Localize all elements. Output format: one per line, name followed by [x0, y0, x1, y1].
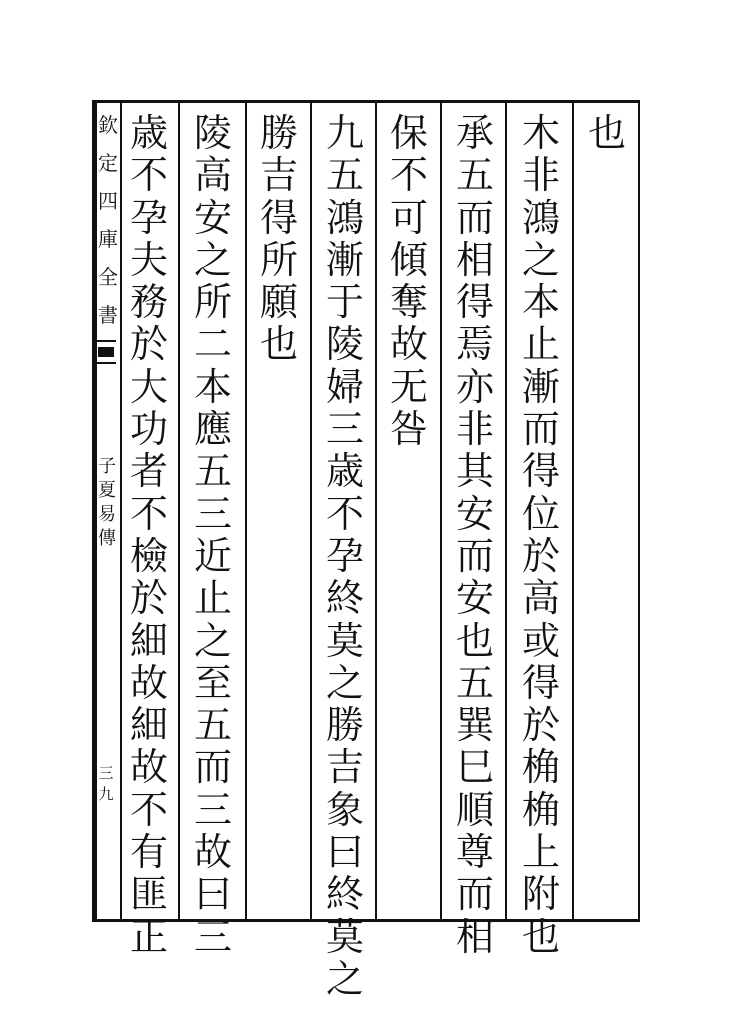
margin-page-number: 三九 — [98, 764, 114, 803]
glyph: 三 — [193, 491, 232, 536]
glyph: 鴻 — [521, 195, 560, 240]
glyph: 而 — [521, 407, 560, 452]
glyph: 夏 — [98, 480, 116, 501]
glyph: 奪 — [389, 280, 428, 325]
glyph: 終 — [325, 872, 364, 917]
glyph: 庫 — [98, 227, 118, 251]
glyph: 近 — [193, 533, 232, 578]
text-column-5 — [316, 111, 374, 1001]
glyph: 焉 — [455, 322, 494, 367]
glyph: 歳 — [325, 449, 364, 494]
glyph: 高 — [521, 576, 560, 621]
glyph: 陵 — [193, 111, 232, 155]
glyph: 非 — [455, 407, 494, 452]
glyph: 四 — [98, 189, 118, 213]
glyph: 巳 — [455, 745, 494, 790]
glyph: 功 — [129, 407, 168, 452]
glyph: 願 — [259, 280, 298, 325]
column-rule — [245, 100, 247, 922]
glyph: 漸 — [521, 364, 560, 409]
glyph: 可 — [389, 195, 428, 240]
glyph: 夫 — [129, 237, 168, 282]
glyph: 得 — [521, 449, 560, 494]
glyph: 書 — [98, 303, 118, 327]
glyph: 桷 — [521, 787, 560, 832]
glyph: 而 — [193, 745, 232, 790]
glyph: 本 — [193, 364, 232, 409]
glyph: 无 — [389, 364, 428, 409]
glyph: 傾 — [389, 237, 428, 282]
glyph: 曰 — [325, 830, 364, 875]
glyph: 於 — [129, 322, 168, 367]
glyph: 咎 — [389, 407, 428, 452]
glyph: 也 — [521, 914, 560, 959]
glyph: 保 — [389, 111, 428, 155]
glyph: 於 — [129, 576, 168, 621]
glyph: 上 — [521, 830, 560, 875]
glyph: 曰 — [193, 872, 232, 917]
text-column-8 — [120, 111, 178, 959]
glyph: 得 — [259, 195, 298, 240]
glyph: 木 — [521, 111, 560, 155]
glyph: 孕 — [129, 195, 168, 240]
margin-collection-title — [96, 106, 120, 334]
glyph: 亦 — [455, 364, 494, 409]
glyph: 歳 — [129, 111, 168, 155]
glyph: 安 — [193, 195, 232, 240]
glyph: 承 — [455, 111, 494, 155]
glyph: 五 — [325, 153, 364, 198]
glyph: 尊 — [455, 830, 494, 875]
text-column-3 — [446, 111, 504, 959]
glyph: 細 — [129, 618, 168, 663]
glyph: 之 — [325, 660, 364, 705]
glyph: 務 — [129, 280, 168, 325]
glyph: 而 — [455, 195, 494, 240]
glyph: 故 — [389, 322, 428, 367]
glyph: 大 — [129, 364, 168, 409]
glyph: 或 — [521, 618, 560, 663]
glyph: 匪 — [129, 872, 168, 917]
glyph: 子 — [98, 456, 116, 477]
glyph: 五 — [455, 660, 494, 705]
glyph: 止 — [521, 322, 560, 367]
text-column-1 — [578, 112, 636, 912]
glyph: 吉 — [325, 745, 364, 790]
glyph: 象 — [325, 787, 364, 832]
glyph: 五 — [455, 153, 494, 198]
margin-book-title — [96, 455, 118, 551]
glyph: 位 — [521, 491, 560, 536]
glyph: 本 — [521, 280, 560, 325]
glyph: 之 — [521, 237, 560, 282]
glyph: 巽 — [455, 703, 494, 748]
glyph: 高 — [193, 153, 232, 198]
glyph: 有 — [129, 830, 168, 875]
glyph: 而 — [455, 872, 494, 917]
glyph: 而 — [455, 533, 494, 578]
column-rule — [310, 100, 312, 922]
column-rule — [572, 100, 574, 922]
glyph: 漸 — [325, 237, 364, 282]
glyph: 不 — [325, 491, 364, 536]
glyph: 不 — [129, 787, 168, 832]
glyph: 全 — [98, 265, 118, 289]
glyph: 三 — [193, 787, 232, 832]
glyph: 於 — [521, 703, 560, 748]
glyph: 安 — [455, 576, 494, 621]
glyph: 定 — [98, 151, 118, 175]
glyph: 莫 — [325, 618, 364, 663]
text-column-6 — [250, 112, 308, 912]
glyph: 不 — [389, 153, 428, 198]
glyph: 故 — [129, 660, 168, 705]
glyph: 也 — [455, 618, 494, 663]
glyph: 五 — [193, 449, 232, 494]
glyph: 三 — [193, 914, 232, 959]
column-rule — [178, 100, 180, 922]
glyph: 相 — [455, 914, 494, 959]
text-column-2 — [512, 111, 570, 959]
glyph: 得 — [521, 660, 560, 705]
glyph: 不 — [129, 491, 168, 536]
glyph: 也 — [259, 322, 298, 367]
glyph: 勝 — [325, 703, 364, 748]
glyph: 止 — [193, 576, 232, 621]
glyph: 檢 — [129, 533, 168, 578]
glyph: 其 — [455, 449, 494, 494]
glyph: 之 — [193, 237, 232, 282]
glyph: 桷 — [521, 745, 560, 790]
text-column-7 — [184, 111, 242, 959]
glyph: 九 — [325, 111, 364, 155]
glyph: 勝 — [259, 111, 298, 155]
glyph: 五 — [193, 703, 232, 748]
glyph: 所 — [259, 237, 298, 282]
glyph: 傳 — [98, 528, 116, 549]
glyph: 之 — [193, 618, 232, 663]
glyph: 故 — [129, 745, 168, 790]
column-rule — [505, 100, 507, 922]
glyph: 終 — [325, 576, 364, 621]
text-column-4 — [380, 112, 438, 912]
glyph: 欽 — [98, 113, 118, 137]
glyph: 至 — [193, 660, 232, 705]
glyph: 三 — [325, 407, 364, 452]
glyph: 安 — [455, 491, 494, 536]
fish-tail-mark-icon — [96, 340, 116, 364]
glyph: 應 — [193, 407, 232, 452]
glyph: 易 — [98, 504, 116, 525]
glyph: 不 — [129, 153, 168, 198]
glyph: 于 — [325, 280, 364, 325]
glyph: 之 — [325, 956, 364, 1001]
column-rule — [375, 100, 377, 922]
glyph: 故 — [193, 830, 232, 875]
glyph: 得 — [455, 280, 494, 325]
glyph: 附 — [521, 872, 560, 917]
glyph: 所 — [193, 280, 232, 325]
glyph: 順 — [455, 787, 494, 832]
glyph: 於 — [521, 533, 560, 578]
glyph: 細 — [129, 703, 168, 748]
glyph: 莫 — [325, 914, 364, 959]
column-rule — [440, 100, 442, 922]
glyph: 非 — [521, 153, 560, 198]
glyph: 二 — [193, 322, 232, 367]
glyph: 吉 — [259, 153, 298, 198]
glyph: 相 — [455, 237, 494, 282]
glyph: 孕 — [325, 533, 364, 578]
glyph: 陵 — [325, 322, 364, 367]
glyph: 者 — [129, 449, 168, 494]
glyph: 正 — [129, 914, 168, 959]
glyph: 婦 — [325, 364, 364, 409]
glyph: 也 — [587, 111, 626, 155]
glyph: 鴻 — [325, 195, 364, 240]
